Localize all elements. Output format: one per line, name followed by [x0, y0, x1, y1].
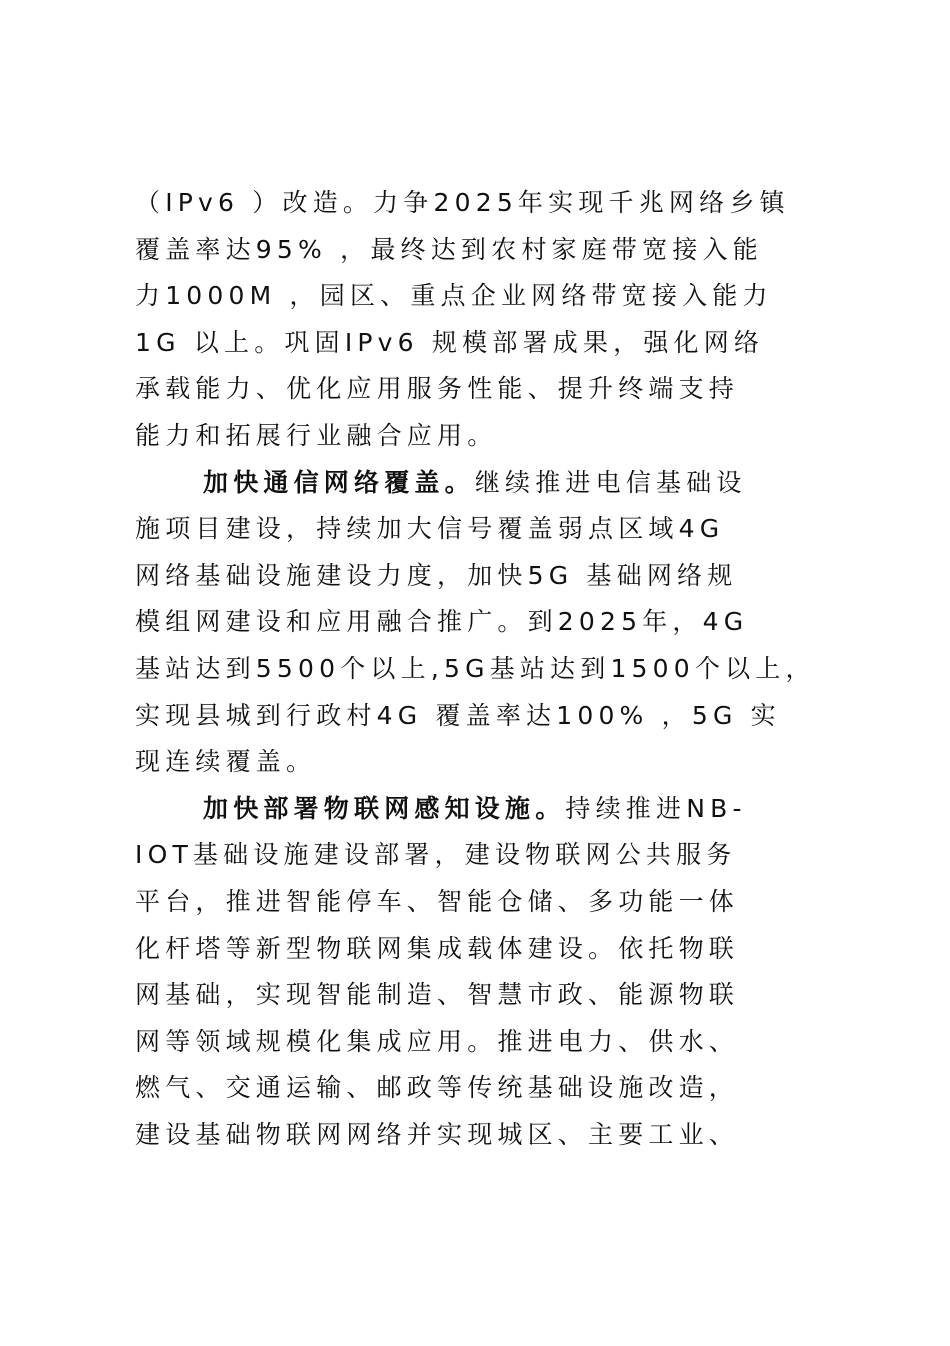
paragraph-iot-infrastructure: [135, 786, 835, 1159]
text-line: 建设基础物联网网络并实现城区、主要工业、: [135, 1119, 740, 1149]
text-run: 持续推进NB-: [565, 793, 747, 823]
text-line: [135, 460, 835, 507]
section-heading: 加快部署物联网感知设施。: [203, 793, 566, 823]
text-line: 施项目建设，持续加大信号覆盖弱点区域4G: [135, 514, 725, 544]
text-line: 现连续覆盖。: [135, 747, 317, 777]
text-line: 燃气、交通运输、邮政等传统基础设施改造，: [135, 1073, 740, 1103]
text-line: 网络基础设施建设力度，加快5G 基础网络规: [135, 560, 738, 590]
text-line: （IPv6 ）改造。力争2025年实现千兆网络乡镇: [135, 188, 790, 217]
text-line: 承载能力、优化应用服务性能、提升终端支持: [135, 374, 740, 404]
text-line: 覆盖率达95% ，最终达到农村家庭带宽接入能: [135, 234, 763, 264]
text-line: [135, 786, 835, 833]
text-line: 实现县城到行政村4G 覆盖率达100% ，5G 实: [135, 700, 781, 730]
text-line: 平台，推进智能停车、智能仓储、多功能一体: [135, 886, 740, 916]
paragraph-ipv6-upgrade: [135, 180, 835, 460]
text-line: 网基础，实现智能制造、智慧市政、能源物联: [135, 980, 740, 1010]
paragraph-network-coverage: [135, 460, 835, 786]
text-line: 能力和拓展行业融合应用。: [135, 420, 498, 450]
text-line: IOT基础设施建设部署，建设物联网公共服务: [135, 840, 737, 870]
text-line: 网等领域规模化集成应用。推进电力、供水、: [135, 1026, 740, 1056]
section-heading: 加快通信网络覆盖。: [203, 467, 475, 497]
body-text: [135, 180, 835, 1158]
text-line: 力1000M ，园区、重点企业网络带宽接入能力: [135, 281, 773, 311]
text-line: 1G 以上。巩固IPv6 规模部署成果，强化网络: [135, 327, 765, 357]
text-line: 化杆塔等新型物联网集成载体建设。依托物联: [135, 933, 740, 963]
text-line: 基站达到5500个以上,5G基站达到1500个以上，: [135, 653, 816, 683]
text-line: 模组网建设和应用融合推广。到2025年，4G: [135, 607, 749, 637]
text-run: 继续推进电信基础设: [474, 467, 747, 497]
